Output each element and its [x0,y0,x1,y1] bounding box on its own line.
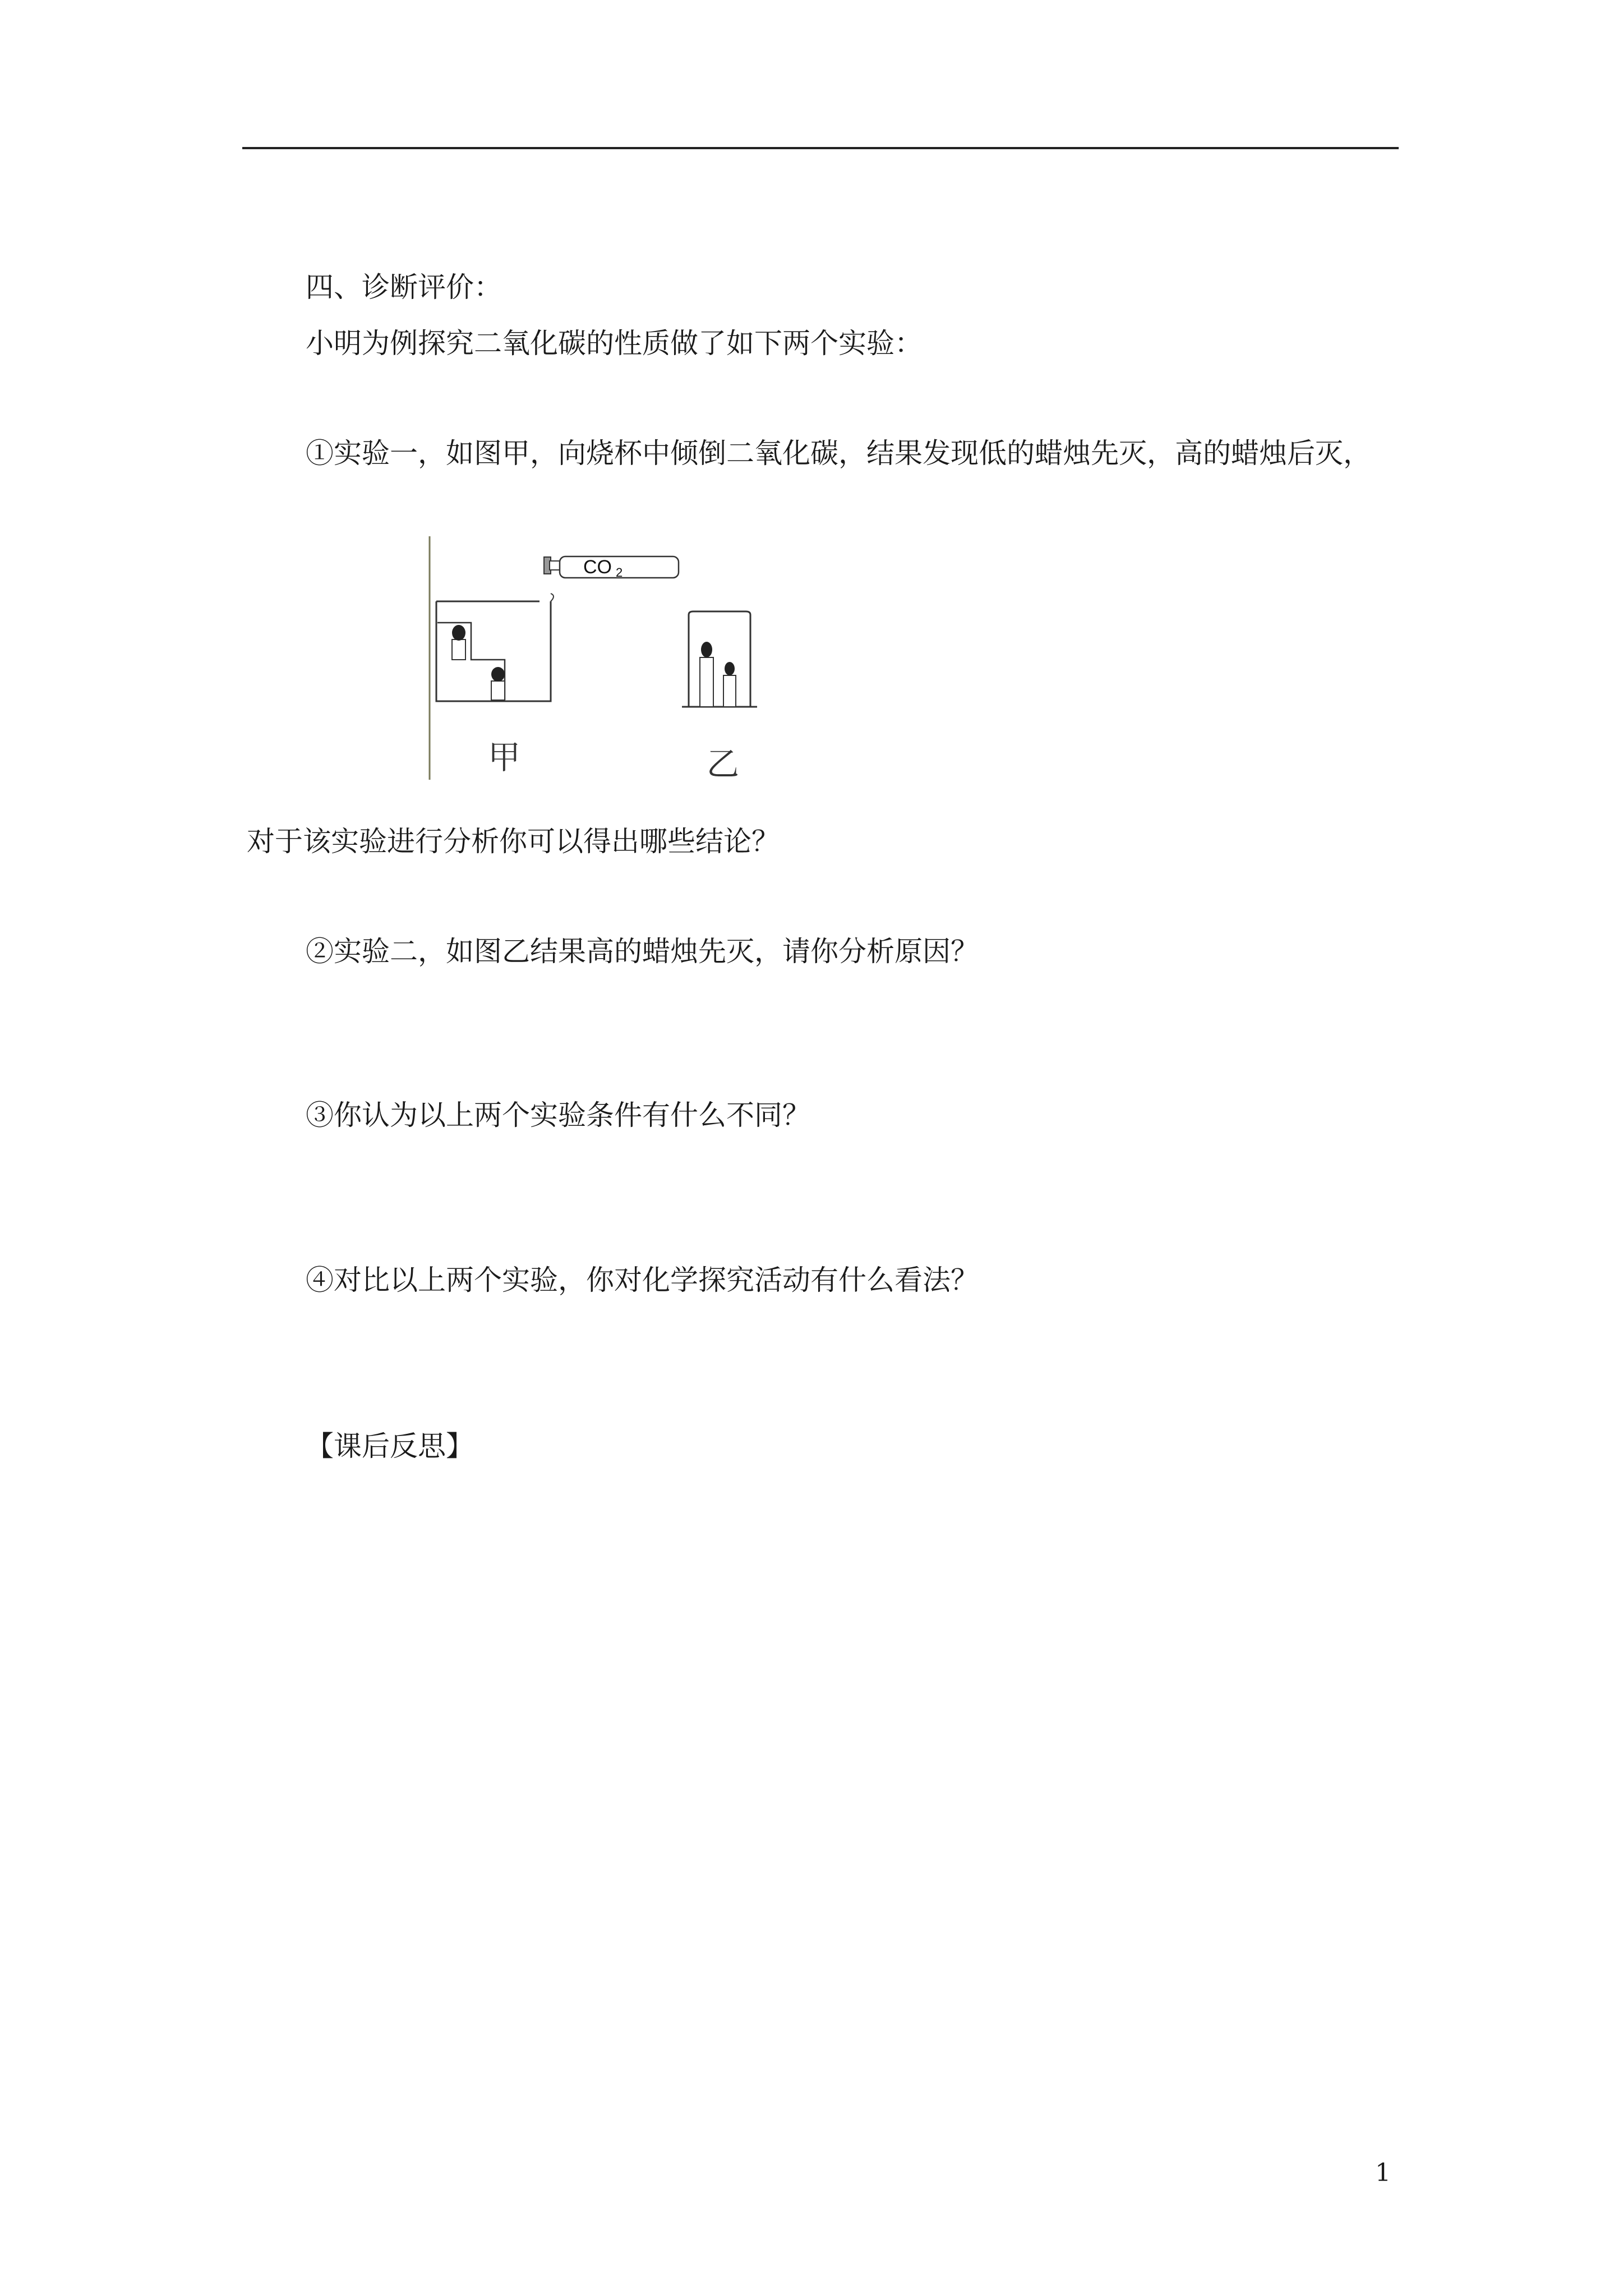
caption-yi: 乙 [707,745,740,783]
intro-text: 小明为例探究二氧化碳的性质做了如下两个实验： [306,327,923,360]
reflection-heading: 【课后反思】 [306,1430,474,1462]
co2-bottle [544,556,679,579]
question-1: ①实验一，如图甲，向烧杯中倾倒二氧化碳，结果发现低的蜡烛先灭，高的蜡烛后灭， [306,437,1371,470]
experiment-figure [421,533,824,785]
page-number: 1 [1375,2159,1391,2187]
question-1-followup: 对于该实验进行分析你可以得出哪些结论？ [247,825,780,858]
co2-label: CO [583,556,612,578]
section-title: 四、诊断评价： [306,271,502,303]
beaker-b [682,611,757,707]
header-rule [242,147,1399,149]
beaker-a [436,593,554,701]
co2-subscript: 2 [616,565,623,579]
question-4: ④对比以上两个实验，你对化学探究活动有什么看法？ [306,1264,979,1296]
question-2: ②实验二，如图乙结果高的蜡烛先灭，请你分析原因？ [306,935,979,968]
caption-jia: 甲 [488,738,521,776]
question-3: ③你认为以上两个实验条件有什么不同？ [306,1099,810,1131]
